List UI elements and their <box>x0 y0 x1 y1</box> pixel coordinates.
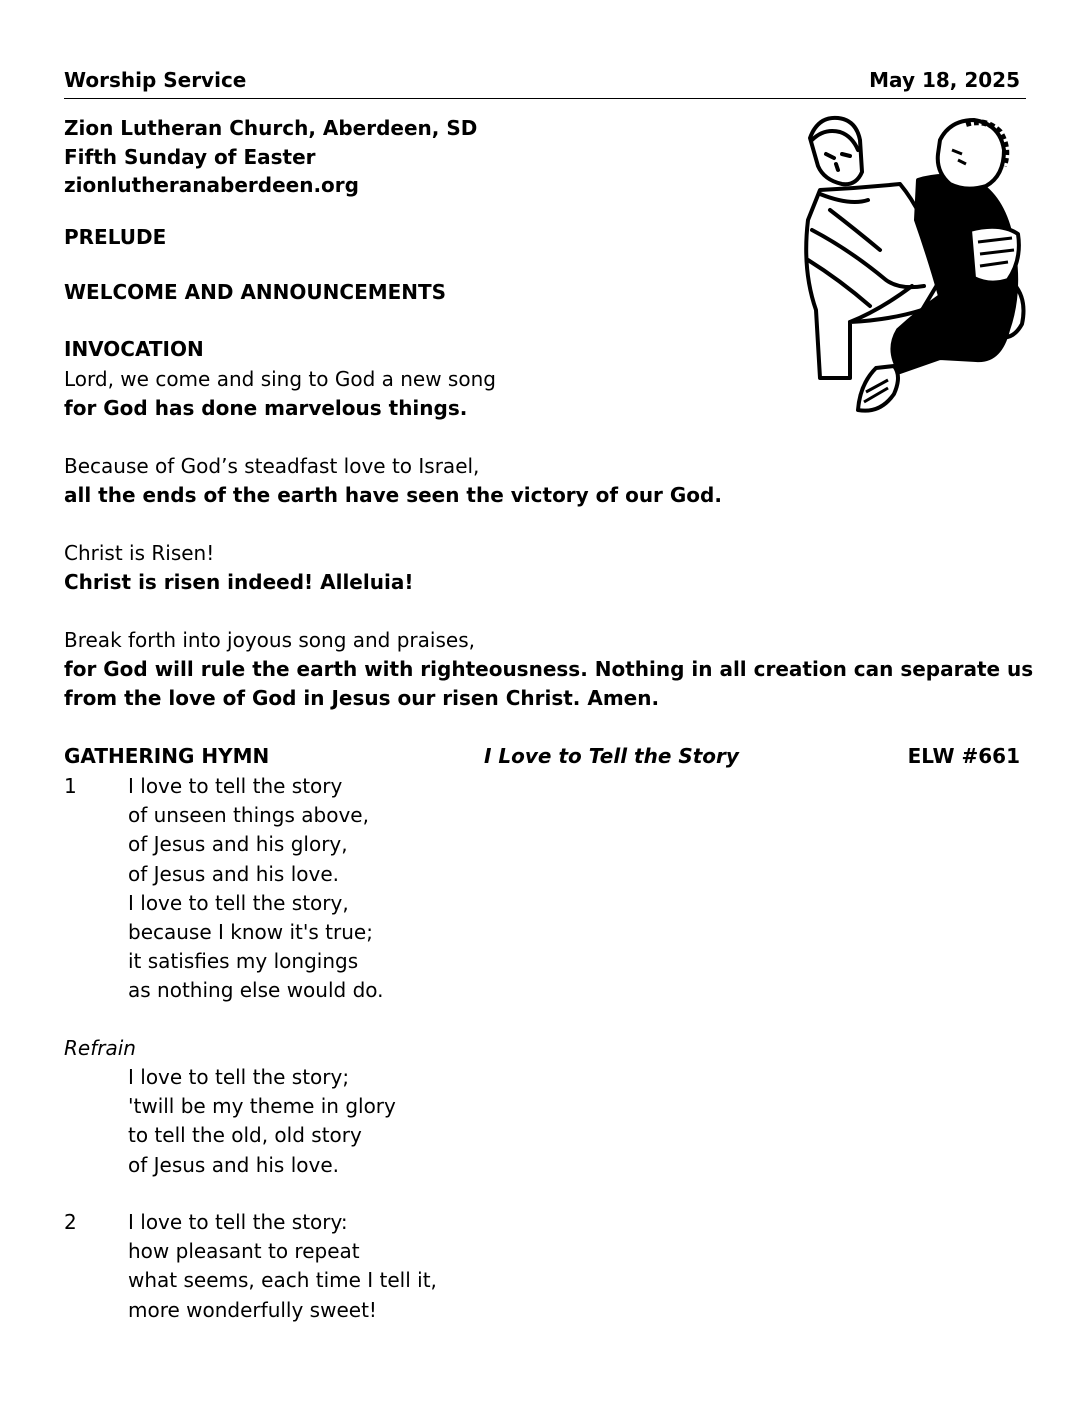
sunday-name: Fifth Sunday of Easter <box>64 144 316 169</box>
refrain <box>128 1063 396 1180</box>
verse-line: because I know it's true; <box>128 920 373 945</box>
response-line: all the ends of the earth have seen the victory of our God. <box>64 483 722 507</box>
church-info <box>64 114 477 200</box>
welcome-heading: WELCOME AND ANNOUNCEMENTS <box>64 280 447 304</box>
verse-number: 1 <box>64 774 77 798</box>
prelude-heading: PRELUDE <box>64 225 167 249</box>
header-title: Worship Service <box>64 68 247 92</box>
verse-line: I love to tell the story, <box>128 890 349 915</box>
refrain-label: Refrain <box>64 1036 136 1060</box>
hymn-heading: GATHERING HYMN <box>64 744 270 768</box>
leader-line: Break forth into joyous song and praises, <box>64 628 475 652</box>
invocation-heading: INVOCATION <box>64 337 204 361</box>
verse-line: as nothing else would do. <box>128 978 384 1003</box>
page-header <box>64 66 1026 99</box>
verse-line: more wonderfully sweet! <box>128 1297 377 1322</box>
leader-line: Lord, we come and sing to God a new song <box>64 367 496 391</box>
verse-line: how pleasant to repeat <box>128 1239 360 1264</box>
verse-line: of Jesus and his love. <box>128 1152 339 1177</box>
response-line: for God has done marvelous things. <box>64 396 468 420</box>
verse-2 <box>128 1208 437 1325</box>
verse-line: of unseen things above, <box>128 803 369 828</box>
verse-line: to tell the old, old story <box>128 1123 362 1148</box>
church-name: Zion Lutheran Church, Aberdeen, SD <box>64 116 478 140</box>
embracing-figures-illustration <box>790 110 1030 420</box>
verse-line: 'twill be my theme in glory <box>128 1094 396 1119</box>
verse-line: of Jesus and his glory, <box>128 832 348 857</box>
response-line: for God will rule the earth with righteousness. Nothing in all creation can separate us <box>64 657 1034 681</box>
header-date: May 18, 2025 <box>869 68 1020 92</box>
verse-line: what seems, each time I tell it, <box>128 1268 437 1293</box>
verse-line: it satisfies my longings <box>128 949 359 974</box>
verse-1 <box>128 772 384 1006</box>
church-website: zionlutheranaberdeen.org <box>64 173 359 197</box>
verse-line: I love to tell the story <box>128 774 343 798</box>
leader-line: Because of God’s steadfast love to Israel, <box>64 454 480 478</box>
hymn-number: ELW #661 <box>907 744 1020 768</box>
response-line: Christ is risen indeed! Alleluia! <box>64 570 414 594</box>
response-line: from the love of God in Jesus our risen Christ. Amen. <box>64 686 660 710</box>
verse-line: of Jesus and his love. <box>128 861 339 886</box>
verse-line: I love to tell the story: <box>128 1210 348 1234</box>
hymn-title: I Love to Tell the Story <box>484 744 739 768</box>
verse-line: I love to tell the story; <box>128 1065 350 1089</box>
leader-line: Christ is Risen! <box>64 541 215 565</box>
verse-number: 2 <box>64 1210 77 1234</box>
